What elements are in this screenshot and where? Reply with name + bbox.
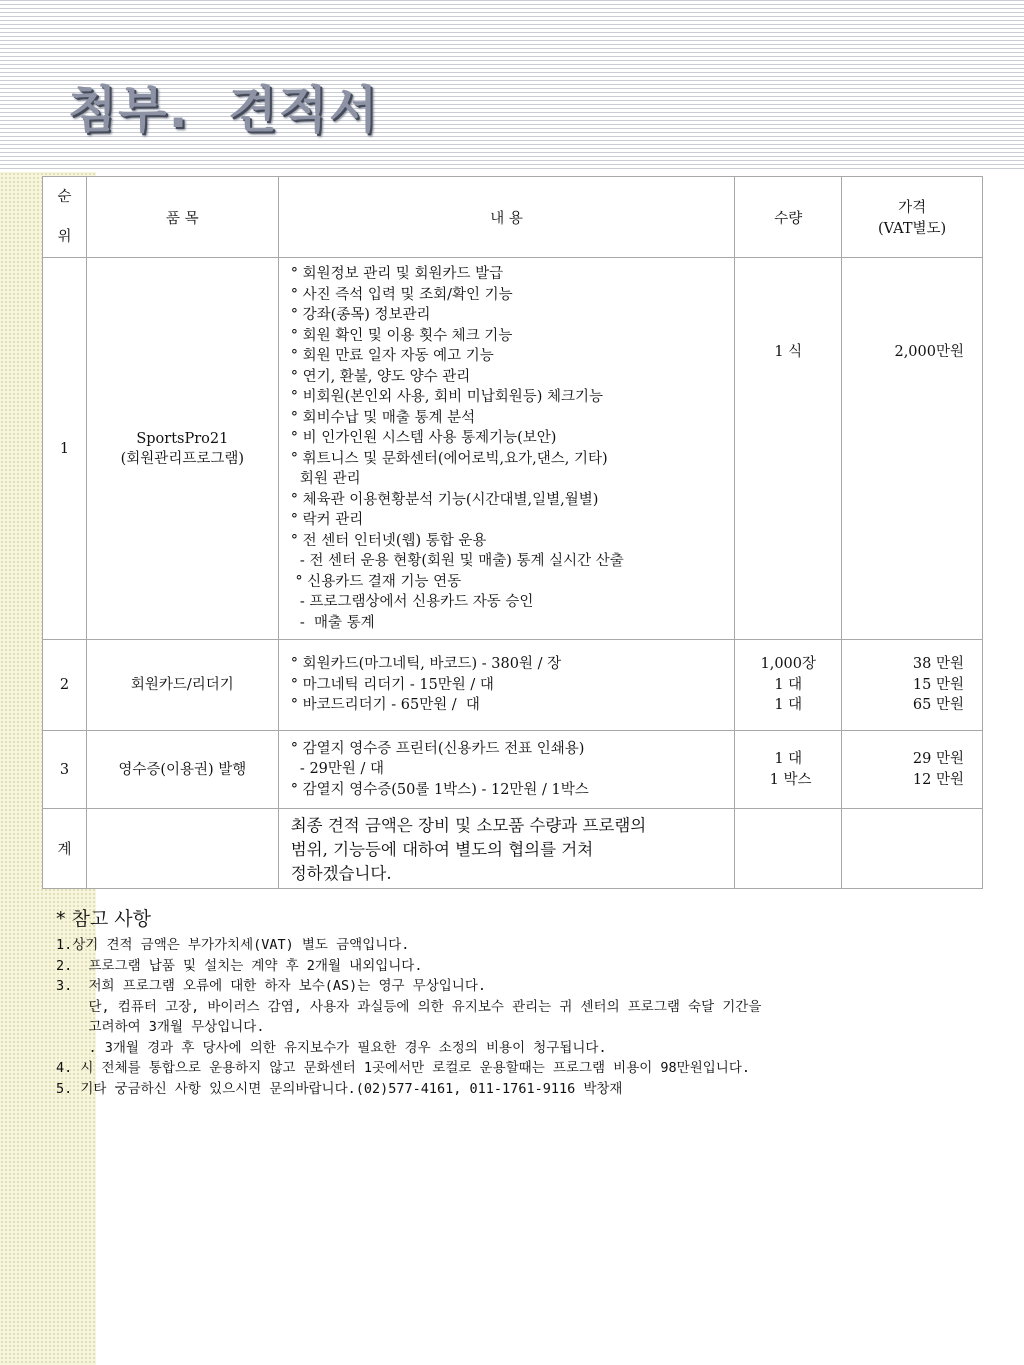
table-row <box>43 258 983 640</box>
page-title: 첨부. 견적서 <box>68 81 380 139</box>
row2-content <box>278 640 735 731</box>
row1-qty <box>735 258 842 640</box>
row2-qty-line: 1,000장 <box>760 656 817 673</box>
row1-qty-line: 1 식 <box>774 344 803 360</box>
row3-qty-line: 1 박스 <box>765 771 812 788</box>
total-price-empty <box>842 809 983 889</box>
row2-item-line: 회원카드/리더기 <box>130 677 234 693</box>
total-note-line: 최종 견적 금액은 장비 및 소모품 수량과 프로램의 <box>290 815 647 835</box>
row3-price <box>842 731 983 809</box>
note-line: 2. 프로그램 납품 및 설치는 계약 후 2개월 내외입니다. <box>56 957 423 974</box>
header-price-bottom: (VAT별도) <box>878 221 947 237</box>
row3-content-line: ° 감열지 영수증 프린터(신용카드 전표 인쇄용) <box>290 740 585 757</box>
total-item-empty <box>86 809 278 889</box>
row1-content-line: - 전 센터 운용 현황(회원 및 매출) 통계 실시간 산출 <box>290 553 624 569</box>
row1-content-line: ° 락커 관리 <box>290 512 364 528</box>
row1-content-line: ° 강좌(종목) 정보관리 <box>290 307 431 323</box>
row1-price-line: 2,000만원 <box>894 344 964 360</box>
row1-content-line: ° 체육관 이용현황분석 기능(시간대별,일별,월별) <box>290 491 599 508</box>
header-item: 품 목 <box>86 177 278 258</box>
header-rank-bottom: 위 <box>57 229 72 245</box>
row1-content-line: 회원 관리 <box>290 471 361 487</box>
header-rank-top: 순 <box>57 189 72 205</box>
quote-table <box>42 176 983 889</box>
row3-price-line: 29 만원 <box>912 751 964 767</box>
total-note-line: 정하겠습니다. <box>290 863 392 883</box>
row1-content-line: ° 휘트니스 및 문화센터(에어로빅,요가,댄스, 기타) <box>290 450 608 467</box>
total-label: 계 <box>43 809 87 889</box>
row2-qty-line: 1 대 <box>774 697 803 714</box>
row1-content-line: ° 회원 만료 일자 자동 예고 기능 <box>290 348 494 364</box>
row3-qty-line: 1 대 <box>774 751 803 767</box>
row1-price <box>842 258 983 640</box>
row1-content-line: ° 전 센터 인터넷(웹) 통합 운용 <box>290 532 487 549</box>
row1-content-line: ° 비 인가인원 시스템 사용 통제기능(보안) <box>290 430 557 446</box>
row3-content-line: - 29만원 / 대 <box>290 761 385 778</box>
table-row <box>43 731 983 809</box>
row3-rank: 3 <box>43 731 87 809</box>
row2-price <box>842 640 983 731</box>
row1-content-line: ° 비회원(본인외 사용, 회비 미납회원등) 체크기능 <box>290 389 604 405</box>
note-line: 단, 컴퓨터 고장, 바이러스 감염, 사용자 과실등에 의한 유지보수 관리는 귀 센터의 프로그램 숙달 기간을 <box>56 998 762 1015</box>
header-price <box>842 177 983 258</box>
row3-item <box>86 731 278 809</box>
note-line: 4. 시 전체를 통합으로 운용하지 않고 문화센터 1곳에서만 로컬로 운용할때는 프로그램 비용이 98만원입니다. <box>56 1060 751 1076</box>
total-note <box>278 809 735 889</box>
row2-content-line: ° 회원카드(마그네틱, 바코드) - 380원 / 장 <box>290 656 562 673</box>
row1-content-line: ° 연기, 환불, 양도 양수 관리 <box>290 368 471 385</box>
row3-content <box>278 731 735 809</box>
table-row <box>43 640 983 731</box>
row1-rank: 1 <box>43 258 87 640</box>
row1-content-line: ° 회원 확인 및 이용 횟수 체크 기능 <box>290 327 513 344</box>
row1-item-line: (회원관리프로그램) <box>120 450 245 467</box>
row1-item-line: SportsPro21 <box>136 430 229 447</box>
header-rank <box>43 177 87 258</box>
row2-price-line: 15 만원 <box>912 676 964 693</box>
row1-item <box>86 258 278 640</box>
notes-title: * 참고 사항 <box>56 908 151 930</box>
row1-content-line: - 매출 통계 <box>290 614 375 631</box>
row3-content-line: ° 감열지 영수증(50롤 1박스) - 12만원 / 1박스 <box>290 781 589 798</box>
table-total-row <box>43 809 983 889</box>
row2-item <box>86 640 278 731</box>
row1-content-line: ° 사진 즉석 입력 및 조회/확인 기능 <box>290 286 513 303</box>
row3-qty <box>735 731 842 809</box>
reference-notes <box>56 904 986 1099</box>
row1-content-line: ° 회원정보 관리 및 회원카드 발급 <box>290 266 504 282</box>
row2-qty <box>735 640 842 731</box>
row1-content-line: ° 회비수납 및 매출 통계 분석 <box>290 409 476 426</box>
row2-content-line: ° 마그네틱 리더기 - 15만원 / 대 <box>290 676 494 693</box>
table-header-row <box>43 177 983 258</box>
row2-price-line: 38 만원 <box>912 656 964 673</box>
row2-qty-line: 1 대 <box>774 676 803 693</box>
row1-content-line: ° 신용카드 결재 기능 연동 <box>290 573 462 590</box>
row3-price-line: 12 만원 <box>912 771 964 788</box>
total-note-line: 범위, 기능등에 대하여 별도의 협의를 거쳐 <box>290 839 594 859</box>
note-line: 3. 저희 프로그램 오류에 대한 하자 보수(AS)는 영구 무상입니다. <box>56 978 486 994</box>
row2-rank: 2 <box>43 640 87 731</box>
row2-content-line: ° 바코드리더기 - 65만원 / 대 <box>290 697 480 714</box>
row3-item-line: 영수증(이용권) 발행 <box>118 761 247 778</box>
note-line: . 3개월 경과 후 당사에 의한 유지보수가 필요한 경우 소정의 비용이 청구됩니다. <box>56 1039 607 1056</box>
note-line: 5. 기타 궁금하신 사항 있으시면 문의바랍니다.(02)577-4161, 011-1761-9116 박창재 <box>56 1080 623 1097</box>
header-qty: 수량 <box>735 177 842 258</box>
header-content: 내 용 <box>278 177 735 258</box>
header-price-top: 가격 <box>898 200 927 216</box>
note-line: 1.상기 견적 금액은 부가가치세(VAT) 별도 금액입니다. <box>56 937 410 953</box>
row2-price-line: 65 만원 <box>912 697 964 714</box>
row1-content-line: - 프로그램상에서 신용카드 자동 승인 <box>290 594 534 610</box>
row1-content <box>278 258 735 640</box>
note-line: 고려하여 3개월 무상입니다. <box>56 1019 265 1035</box>
total-qty-empty <box>735 809 842 889</box>
